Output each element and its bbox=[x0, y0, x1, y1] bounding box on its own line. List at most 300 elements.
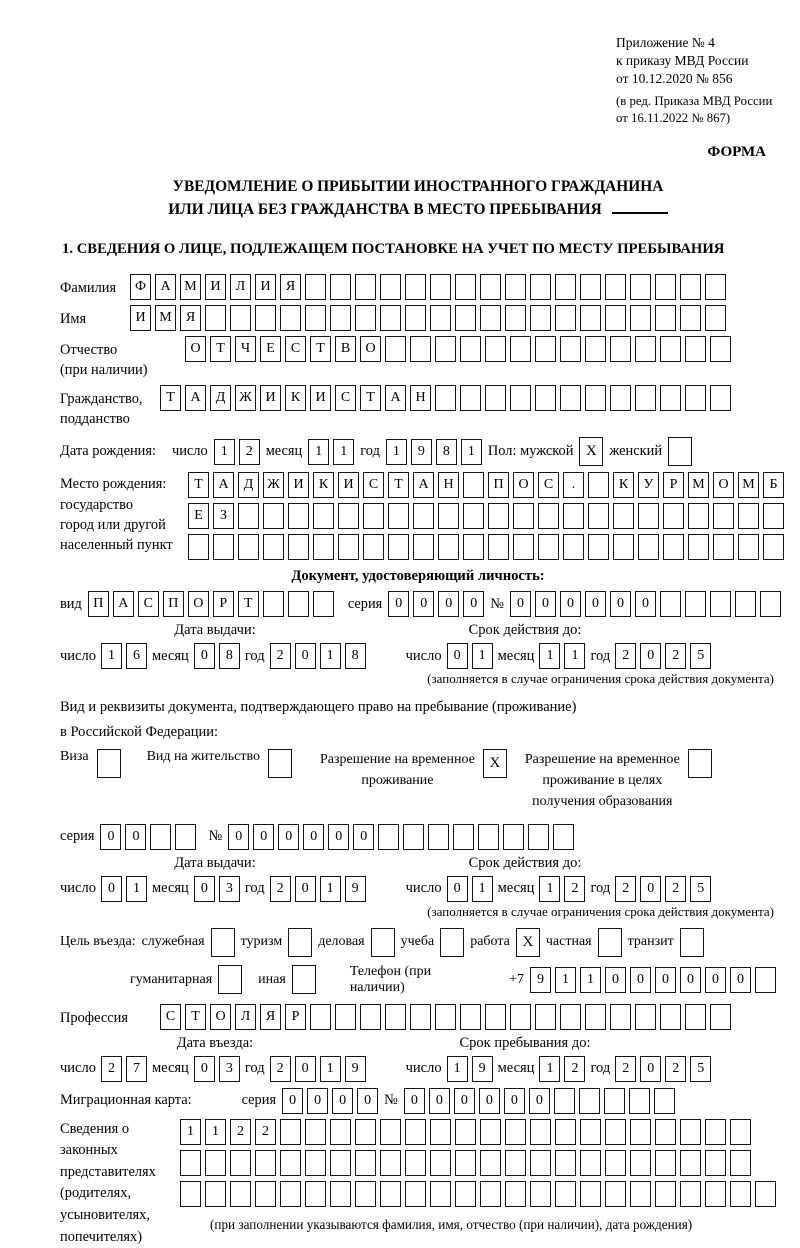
char-box[interactable] bbox=[660, 385, 681, 411]
char-box[interactable] bbox=[485, 1004, 506, 1030]
char-box[interactable]: 0 bbox=[438, 591, 459, 617]
char-box[interactable] bbox=[555, 274, 576, 300]
char-box[interactable]: А bbox=[113, 591, 134, 617]
char-box[interactable] bbox=[330, 305, 351, 331]
char-box[interactable]: А bbox=[185, 385, 206, 411]
purpose-work-checkbox[interactable]: X bbox=[516, 928, 540, 957]
char-box[interactable] bbox=[388, 534, 409, 560]
char-box[interactable] bbox=[338, 534, 359, 560]
char-box[interactable] bbox=[288, 591, 309, 617]
char-box[interactable] bbox=[455, 1181, 476, 1207]
char-box[interactable] bbox=[560, 336, 581, 362]
char-box[interactable] bbox=[485, 385, 506, 411]
char-box[interactable]: Ж bbox=[263, 472, 284, 498]
char-box[interactable] bbox=[763, 503, 784, 529]
char-box[interactable]: 0 bbox=[429, 1088, 450, 1114]
char-box[interactable]: 1 bbox=[539, 876, 560, 902]
char-box[interactable] bbox=[355, 1119, 376, 1145]
char-box[interactable]: С bbox=[363, 472, 384, 498]
char-box[interactable] bbox=[663, 503, 684, 529]
char-box[interactable]: 0 bbox=[413, 591, 434, 617]
char-box[interactable]: 9 bbox=[345, 1056, 366, 1082]
char-box[interactable] bbox=[480, 1119, 501, 1145]
char-box[interactable]: С bbox=[160, 1004, 181, 1030]
char-box[interactable]: 1 bbox=[320, 643, 341, 669]
char-box[interactable] bbox=[580, 1181, 601, 1207]
char-box[interactable] bbox=[535, 1004, 556, 1030]
char-box[interactable]: О bbox=[513, 472, 534, 498]
char-box[interactable]: 1 bbox=[320, 1056, 341, 1082]
char-box[interactable]: 2 bbox=[564, 1056, 585, 1082]
residence-permit-checkbox[interactable] bbox=[268, 749, 292, 778]
char-box[interactable]: 5 bbox=[690, 876, 711, 902]
char-box[interactable] bbox=[355, 274, 376, 300]
char-box[interactable]: 0 bbox=[253, 824, 274, 850]
char-box[interactable] bbox=[385, 1004, 406, 1030]
char-box[interactable]: П bbox=[488, 472, 509, 498]
char-box[interactable]: Я bbox=[260, 1004, 281, 1030]
char-box[interactable]: 9 bbox=[411, 439, 432, 465]
char-box[interactable]: 0 bbox=[328, 824, 349, 850]
purpose-private-checkbox[interactable] bbox=[598, 928, 622, 957]
char-box[interactable]: И bbox=[338, 472, 359, 498]
char-box[interactable] bbox=[175, 824, 196, 850]
char-box[interactable] bbox=[638, 534, 659, 560]
char-box[interactable]: 0 bbox=[454, 1088, 475, 1114]
char-box[interactable]: 0 bbox=[295, 643, 316, 669]
purpose-other-checkbox[interactable] bbox=[292, 965, 316, 994]
char-box[interactable] bbox=[760, 591, 781, 617]
char-box[interactable] bbox=[605, 1119, 626, 1145]
char-box[interactable]: 0 bbox=[655, 967, 676, 993]
char-box[interactable]: Ж bbox=[235, 385, 256, 411]
char-box[interactable]: 2 bbox=[255, 1119, 276, 1145]
char-box[interactable] bbox=[705, 305, 726, 331]
char-box[interactable]: 0 bbox=[680, 967, 701, 993]
char-box[interactable] bbox=[488, 534, 509, 560]
char-box[interactable]: 0 bbox=[332, 1088, 353, 1114]
char-box[interactable]: 1 bbox=[580, 967, 601, 993]
char-box[interactable] bbox=[305, 1119, 326, 1145]
char-box[interactable] bbox=[610, 385, 631, 411]
char-box[interactable]: 0 bbox=[295, 1056, 316, 1082]
char-box[interactable] bbox=[505, 1181, 526, 1207]
char-box[interactable]: И bbox=[310, 385, 331, 411]
char-box[interactable] bbox=[680, 274, 701, 300]
char-box[interactable] bbox=[680, 1181, 701, 1207]
char-box[interactable]: М bbox=[155, 305, 176, 331]
char-box[interactable] bbox=[613, 503, 634, 529]
char-box[interactable] bbox=[310, 1004, 331, 1030]
char-box[interactable] bbox=[738, 503, 759, 529]
char-box[interactable] bbox=[403, 824, 424, 850]
char-box[interactable]: О bbox=[185, 336, 206, 362]
char-box[interactable]: 0 bbox=[640, 876, 661, 902]
char-box[interactable] bbox=[453, 824, 474, 850]
char-box[interactable]: 0 bbox=[585, 591, 606, 617]
char-box[interactable]: П bbox=[88, 591, 109, 617]
char-box[interactable]: 0 bbox=[194, 876, 215, 902]
char-box[interactable]: Е bbox=[260, 336, 281, 362]
char-box[interactable]: М bbox=[738, 472, 759, 498]
char-box[interactable]: 0 bbox=[194, 643, 215, 669]
char-box[interactable] bbox=[630, 305, 651, 331]
char-box[interactable] bbox=[630, 274, 651, 300]
char-box[interactable]: И bbox=[255, 274, 276, 300]
char-box[interactable] bbox=[380, 1181, 401, 1207]
char-box[interactable] bbox=[688, 503, 709, 529]
char-box[interactable] bbox=[738, 534, 759, 560]
char-box[interactable]: 0 bbox=[228, 824, 249, 850]
char-box[interactable] bbox=[355, 1181, 376, 1207]
char-box[interactable]: 5 bbox=[690, 1056, 711, 1082]
char-box[interactable]: А bbox=[213, 472, 234, 498]
char-box[interactable] bbox=[535, 385, 556, 411]
char-box[interactable] bbox=[663, 534, 684, 560]
char-box[interactable] bbox=[605, 305, 626, 331]
char-box[interactable]: Т bbox=[238, 591, 259, 617]
char-box[interactable] bbox=[330, 274, 351, 300]
char-box[interactable]: 0 bbox=[504, 1088, 525, 1114]
char-box[interactable]: 1 bbox=[214, 439, 235, 465]
char-box[interactable] bbox=[630, 1119, 651, 1145]
char-box[interactable]: 1 bbox=[555, 967, 576, 993]
char-box[interactable] bbox=[588, 503, 609, 529]
char-box[interactable]: 2 bbox=[665, 1056, 686, 1082]
char-box[interactable] bbox=[313, 534, 334, 560]
char-box[interactable]: Н bbox=[410, 385, 431, 411]
char-box[interactable] bbox=[488, 503, 509, 529]
char-box[interactable] bbox=[510, 336, 531, 362]
char-box[interactable] bbox=[630, 1181, 651, 1207]
char-box[interactable] bbox=[554, 1088, 575, 1114]
char-box[interactable]: А bbox=[413, 472, 434, 498]
char-box[interactable] bbox=[635, 1004, 656, 1030]
char-box[interactable] bbox=[305, 274, 326, 300]
char-box[interactable]: 1 bbox=[308, 439, 329, 465]
char-box[interactable] bbox=[510, 1004, 531, 1030]
char-box[interactable] bbox=[604, 1088, 625, 1114]
char-box[interactable]: 6 bbox=[126, 643, 147, 669]
char-box[interactable]: 2 bbox=[615, 643, 636, 669]
char-box[interactable]: 0 bbox=[535, 591, 556, 617]
char-box[interactable] bbox=[580, 305, 601, 331]
char-box[interactable]: И bbox=[260, 385, 281, 411]
char-box[interactable] bbox=[685, 591, 706, 617]
char-box[interactable] bbox=[505, 274, 526, 300]
char-box[interactable] bbox=[505, 1119, 526, 1145]
char-box[interactable] bbox=[410, 336, 431, 362]
char-box[interactable]: Т bbox=[210, 336, 231, 362]
char-box[interactable]: К bbox=[313, 472, 334, 498]
char-box[interactable]: 1 bbox=[386, 439, 407, 465]
char-box[interactable]: 9 bbox=[472, 1056, 493, 1082]
char-box[interactable]: Т bbox=[188, 472, 209, 498]
char-box[interactable]: 0 bbox=[278, 824, 299, 850]
char-box[interactable] bbox=[713, 534, 734, 560]
char-box[interactable]: 0 bbox=[303, 824, 324, 850]
char-box[interactable] bbox=[705, 1181, 726, 1207]
char-box[interactable]: 2 bbox=[665, 876, 686, 902]
char-box[interactable]: 0 bbox=[100, 824, 121, 850]
char-box[interactable] bbox=[380, 274, 401, 300]
char-box[interactable] bbox=[305, 305, 326, 331]
char-box[interactable]: 2 bbox=[270, 1056, 291, 1082]
char-box[interactable]: 0 bbox=[640, 643, 661, 669]
char-box[interactable] bbox=[710, 336, 731, 362]
char-box[interactable]: 1 bbox=[539, 1056, 560, 1082]
char-box[interactable]: К bbox=[613, 472, 634, 498]
sex-male-checkbox[interactable]: X bbox=[579, 437, 603, 466]
char-box[interactable]: Ф bbox=[130, 274, 151, 300]
char-box[interactable] bbox=[255, 1181, 276, 1207]
char-box[interactable]: 1 bbox=[539, 643, 560, 669]
char-box[interactable] bbox=[763, 534, 784, 560]
char-box[interactable] bbox=[655, 1181, 676, 1207]
char-box[interactable]: Р bbox=[663, 472, 684, 498]
char-box[interactable] bbox=[238, 503, 259, 529]
char-box[interactable] bbox=[280, 1119, 301, 1145]
char-box[interactable] bbox=[605, 274, 626, 300]
char-box[interactable] bbox=[660, 336, 681, 362]
purpose-study-checkbox[interactable] bbox=[440, 928, 464, 957]
char-box[interactable] bbox=[635, 336, 656, 362]
char-box[interactable]: 0 bbox=[404, 1088, 425, 1114]
char-box[interactable] bbox=[360, 1004, 381, 1030]
char-box[interactable] bbox=[613, 534, 634, 560]
char-box[interactable]: . bbox=[563, 472, 584, 498]
char-box[interactable] bbox=[710, 1004, 731, 1030]
char-box[interactable] bbox=[610, 336, 631, 362]
char-box[interactable]: Д bbox=[210, 385, 231, 411]
char-box[interactable] bbox=[660, 591, 681, 617]
char-box[interactable]: 0 bbox=[194, 1056, 215, 1082]
char-box[interactable]: 0 bbox=[463, 591, 484, 617]
char-box[interactable]: 1 bbox=[126, 876, 147, 902]
char-box[interactable] bbox=[685, 385, 706, 411]
char-box[interactable] bbox=[585, 336, 606, 362]
char-box[interactable] bbox=[710, 591, 731, 617]
char-box[interactable]: 0 bbox=[282, 1088, 303, 1114]
char-box[interactable] bbox=[530, 1119, 551, 1145]
char-box[interactable] bbox=[330, 1119, 351, 1145]
char-box[interactable]: 0 bbox=[447, 643, 468, 669]
char-box[interactable]: С bbox=[138, 591, 159, 617]
char-box[interactable]: 0 bbox=[610, 591, 631, 617]
char-box[interactable] bbox=[280, 1181, 301, 1207]
char-box[interactable] bbox=[363, 503, 384, 529]
char-box[interactable]: 2 bbox=[564, 876, 585, 902]
char-box[interactable]: Р bbox=[213, 591, 234, 617]
char-box[interactable]: 2 bbox=[230, 1119, 251, 1145]
char-box[interactable]: 0 bbox=[560, 591, 581, 617]
char-box[interactable]: 2 bbox=[270, 876, 291, 902]
char-box[interactable] bbox=[463, 503, 484, 529]
char-box[interactable]: О bbox=[360, 336, 381, 362]
char-box[interactable] bbox=[635, 385, 656, 411]
char-box[interactable]: 9 bbox=[345, 876, 366, 902]
char-box[interactable] bbox=[629, 1088, 650, 1114]
char-box[interactable]: 5 bbox=[690, 643, 711, 669]
char-box[interactable] bbox=[455, 305, 476, 331]
char-box[interactable] bbox=[313, 503, 334, 529]
char-box[interactable] bbox=[510, 385, 531, 411]
char-box[interactable]: 0 bbox=[605, 967, 626, 993]
char-box[interactable]: 0 bbox=[510, 591, 531, 617]
visa-checkbox[interactable] bbox=[97, 749, 121, 778]
char-box[interactable] bbox=[688, 534, 709, 560]
char-box[interactable]: О bbox=[188, 591, 209, 617]
char-box[interactable] bbox=[513, 503, 534, 529]
char-box[interactable] bbox=[730, 1181, 751, 1207]
char-box[interactable]: 3 bbox=[219, 1056, 240, 1082]
char-box[interactable] bbox=[335, 1004, 356, 1030]
char-box[interactable]: Р bbox=[285, 1004, 306, 1030]
char-box[interactable]: 0 bbox=[388, 591, 409, 617]
char-box[interactable] bbox=[460, 1004, 481, 1030]
char-box[interactable]: 0 bbox=[529, 1088, 550, 1114]
char-box[interactable] bbox=[288, 534, 309, 560]
char-box[interactable] bbox=[580, 1119, 601, 1145]
temp-residence-permit-checkbox[interactable]: X bbox=[483, 749, 507, 778]
char-box[interactable] bbox=[188, 534, 209, 560]
char-box[interactable] bbox=[555, 305, 576, 331]
char-box[interactable] bbox=[388, 503, 409, 529]
purpose-official-checkbox[interactable] bbox=[211, 928, 235, 957]
purpose-tourism-checkbox[interactable] bbox=[288, 928, 312, 957]
char-box[interactable]: 0 bbox=[447, 876, 468, 902]
char-box[interactable] bbox=[455, 274, 476, 300]
char-box[interactable] bbox=[435, 1004, 456, 1030]
char-box[interactable] bbox=[263, 503, 284, 529]
char-box[interactable] bbox=[710, 385, 731, 411]
char-box[interactable]: 1 bbox=[205, 1119, 226, 1145]
char-box[interactable] bbox=[313, 591, 334, 617]
char-box[interactable]: 2 bbox=[101, 1056, 122, 1082]
char-box[interactable] bbox=[230, 305, 251, 331]
char-box[interactable] bbox=[413, 503, 434, 529]
char-box[interactable]: 1 bbox=[447, 1056, 468, 1082]
char-box[interactable] bbox=[478, 824, 499, 850]
char-box[interactable] bbox=[680, 1119, 701, 1145]
purpose-humanitarian-checkbox[interactable] bbox=[218, 965, 242, 994]
char-box[interactable] bbox=[355, 305, 376, 331]
char-box[interactable]: 8 bbox=[436, 439, 457, 465]
char-box[interactable]: И bbox=[130, 305, 151, 331]
char-box[interactable]: Я bbox=[180, 305, 201, 331]
char-box[interactable] bbox=[538, 503, 559, 529]
char-box[interactable] bbox=[535, 336, 556, 362]
char-box[interactable] bbox=[205, 1181, 226, 1207]
char-box[interactable] bbox=[730, 1119, 751, 1145]
char-box[interactable]: Б bbox=[763, 472, 784, 498]
char-box[interactable]: 0 bbox=[640, 1056, 661, 1082]
char-box[interactable] bbox=[405, 1119, 426, 1145]
char-box[interactable] bbox=[238, 534, 259, 560]
char-box[interactable]: 0 bbox=[630, 967, 651, 993]
char-box[interactable]: А bbox=[155, 274, 176, 300]
char-box[interactable] bbox=[385, 336, 406, 362]
char-box[interactable] bbox=[588, 472, 609, 498]
purpose-transit-checkbox[interactable] bbox=[680, 928, 704, 957]
char-box[interactable] bbox=[513, 534, 534, 560]
char-box[interactable] bbox=[585, 385, 606, 411]
char-box[interactable]: 0 bbox=[307, 1088, 328, 1114]
char-box[interactable]: 2 bbox=[615, 1056, 636, 1082]
char-box[interactable]: Т bbox=[360, 385, 381, 411]
char-box[interactable] bbox=[579, 1088, 600, 1114]
char-box[interactable] bbox=[455, 1119, 476, 1145]
char-box[interactable] bbox=[530, 1181, 551, 1207]
char-box[interactable] bbox=[438, 534, 459, 560]
char-box[interactable] bbox=[480, 274, 501, 300]
char-box[interactable] bbox=[480, 1181, 501, 1207]
char-box[interactable]: 1 bbox=[461, 439, 482, 465]
char-box[interactable]: Д bbox=[238, 472, 259, 498]
char-box[interactable]: 2 bbox=[270, 643, 291, 669]
char-box[interactable] bbox=[430, 274, 451, 300]
char-box[interactable] bbox=[705, 1119, 726, 1145]
char-box[interactable] bbox=[305, 1181, 326, 1207]
char-box[interactable] bbox=[380, 1119, 401, 1145]
char-box[interactable]: О bbox=[210, 1004, 231, 1030]
char-box[interactable]: П bbox=[163, 591, 184, 617]
char-box[interactable] bbox=[463, 472, 484, 498]
char-box[interactable]: 0 bbox=[357, 1088, 378, 1114]
char-box[interactable]: 0 bbox=[101, 876, 122, 902]
char-box[interactable]: 0 bbox=[705, 967, 726, 993]
char-box[interactable]: Я bbox=[280, 274, 301, 300]
char-box[interactable] bbox=[530, 274, 551, 300]
char-box[interactable] bbox=[288, 503, 309, 529]
char-box[interactable] bbox=[330, 1181, 351, 1207]
char-box[interactable] bbox=[580, 274, 601, 300]
char-box[interactable] bbox=[660, 1004, 681, 1030]
char-box[interactable]: 1 bbox=[180, 1119, 201, 1145]
char-box[interactable] bbox=[503, 824, 524, 850]
char-box[interactable] bbox=[555, 1181, 576, 1207]
char-box[interactable] bbox=[380, 305, 401, 331]
char-box[interactable]: О bbox=[713, 472, 734, 498]
char-box[interactable]: С bbox=[538, 472, 559, 498]
char-box[interactable] bbox=[280, 305, 301, 331]
char-box[interactable] bbox=[180, 1181, 201, 1207]
char-box[interactable]: 1 bbox=[472, 643, 493, 669]
char-box[interactable] bbox=[213, 534, 234, 560]
char-box[interactable]: Т bbox=[310, 336, 331, 362]
char-box[interactable] bbox=[263, 591, 284, 617]
char-box[interactable]: 1 bbox=[320, 876, 341, 902]
char-box[interactable] bbox=[755, 967, 776, 993]
char-box[interactable]: Т bbox=[185, 1004, 206, 1030]
char-box[interactable] bbox=[528, 824, 549, 850]
char-box[interactable] bbox=[338, 503, 359, 529]
char-box[interactable] bbox=[563, 534, 584, 560]
sex-female-checkbox[interactable] bbox=[668, 437, 692, 466]
char-box[interactable]: 2 bbox=[665, 643, 686, 669]
char-box[interactable]: 2 bbox=[239, 439, 260, 465]
char-box[interactable]: Т bbox=[388, 472, 409, 498]
char-box[interactable] bbox=[205, 305, 226, 331]
char-box[interactable] bbox=[680, 305, 701, 331]
char-box[interactable]: Л bbox=[235, 1004, 256, 1030]
char-box[interactable] bbox=[430, 1119, 451, 1145]
char-box[interactable] bbox=[685, 1004, 706, 1030]
char-box[interactable]: 2 bbox=[615, 876, 636, 902]
char-box[interactable] bbox=[685, 336, 706, 362]
char-box[interactable] bbox=[410, 1004, 431, 1030]
char-box[interactable]: 1 bbox=[472, 876, 493, 902]
